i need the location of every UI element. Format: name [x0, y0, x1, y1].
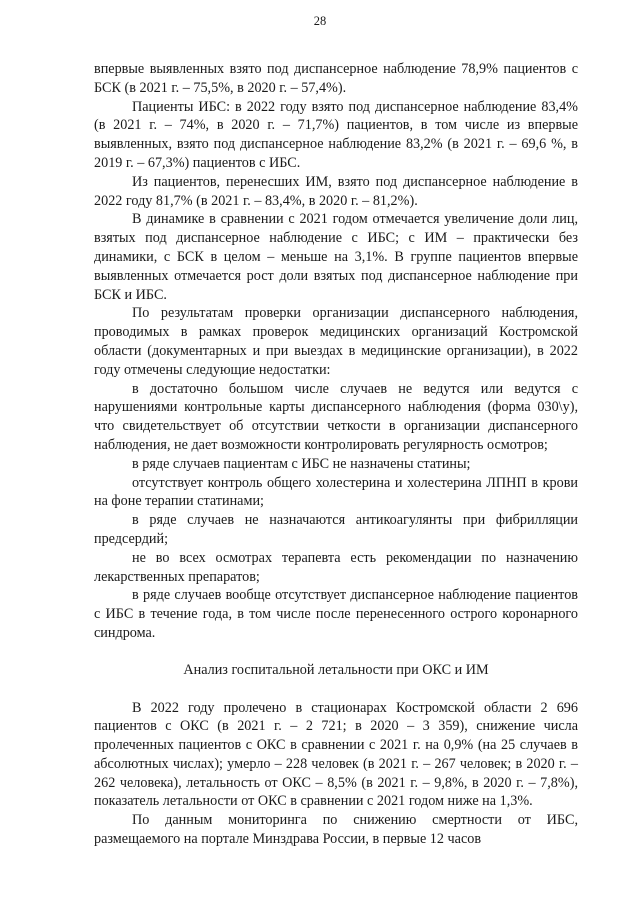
paragraph: В динамике в сравнении с 2021 годом отмечается увеличение доли лиц, взятых под диспансерное наблюдение с ИБС; с ИМ – практически без динамики, с БСК в целом – меньше на 3,1%. В группе пациентов впервые выявленных отмечается рост доли взятых под диспансерное наблюдение при БСК и ИБС.: [94, 211, 578, 303]
page-body: [94, 60, 578, 849]
paragraph: Из пациентов, перенесших ИМ, взято под диспансерное наблюдение в 2022 году 81,7% (в 2021 г. – 83,4%, в 2020 г. – 81,2%).: [94, 173, 578, 209]
paragraph: Пациенты ИБС: в 2022 году взято под диспансерное наблюдение 83,4% (в 2021 г. – 74%, в 2020 г. – 71,7%) пациентов, в том числе из впервые выявленных, взято под диспансерное наблюдение 83,2% (в 2021 г. – 69,6 %, в 2019 г. – 67,3%) пациентов с ИБС.: [94, 98, 578, 171]
top-paragraphs: [94, 60, 578, 643]
paragraph: впервые выявленных взято под диспансерное наблюдение 78,9% пациентов с БСК (в 2021 г. – 75,5%, в 2020 г. – 57,4%).: [94, 61, 578, 96]
paragraph: В 2022 году пролечено в стационарах Костромской области 2 696 пациентов с ОКС (в 2021 г. – 2 721; в 2020 – 3 359), снижение числа пролеченных пациентов с ОКС в сравнении с 2021 г. на 0,9% (на 25 случаев в абсолютных числах); умерло – 228 человек (в 2021 г. – 267 человек; в 2020 г. – 262 человека), летальность от ОКС – 8,5% (в 2021 г. – 9,8%, в 2020 г. – 7,8%), показатель летальности от ОКС в сравнении с 2021 годом ниже на 1,3%.: [94, 699, 578, 810]
page-number: 28: [313, 14, 327, 28]
list-item: в ряде случаев пациентам с ИБС не назначены статины;: [132, 455, 471, 472]
bottom-paragraphs: [94, 699, 578, 849]
list-item: в ряде случаев не назначаются антикоагулянты при фибрилляции предсердий;: [94, 512, 578, 547]
section-heading: Анализ госпитальной летальности при ОКС и ИМ: [183, 661, 489, 678]
paragraph: По результатам проверки организации диспансерного наблюдения, проводимых в рамках проверок медицинских организаций Костромской области (документарных и при выездах в медицинские организации), в 2022 году отмечены следующие недостатки:: [94, 305, 578, 378]
paragraph: По данным мониторинга по снижению смертности от ИБС, размещаемого на портале Минздрава России, в первые 12 часов: [94, 812, 578, 848]
list-item: в достаточно большом числе случаев не ведутся или ведутся с нарушениями контрольные карты диспансерного наблюдения (форма 030\у), что свидетельствует об отсутствии четкости в организации диспансерного наблюдения, не дает возможности контролировать регулярность осмотров;: [94, 380, 578, 453]
list-item: в ряде случаев вообще отсутствует диспансерное наблюдение пациентов с ИБС в течение года, в том числе после перенесенного острого коронарного синдрома.: [94, 587, 578, 641]
list-item: отсутствует контроль общего холестерина и холестерина ЛПНП в крови на фоне терапии статинами;: [94, 474, 578, 510]
list-item: не во всех осмотрах терапевта есть рекомендации по назначению лекарственных препаратов;: [94, 549, 578, 585]
